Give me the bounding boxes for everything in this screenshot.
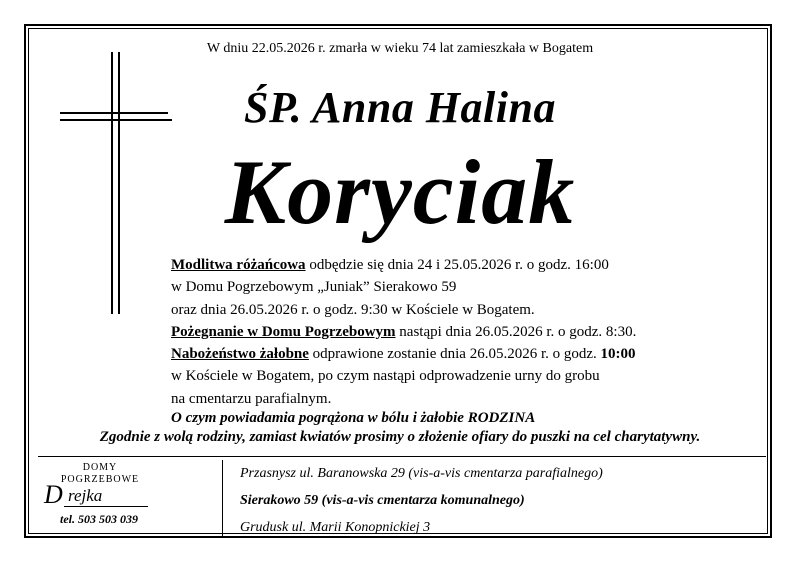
family-wish: Zgodnie z wolą rodziny, zamiast kwiatów prosimy o złożenie ofiary do puszki na cel charytatywny. (99, 429, 701, 445)
logo-signature-initial: D (44, 480, 63, 509)
logo-line2: POGRZEBOWE (60, 474, 140, 485)
mass-place: w Kościele w Bogatem, po czym nastąpi odprowadzenie urny do grobu (171, 368, 600, 385)
rosary-second: oraz dnia 26.05.2026 r. o godz. 9:30 w Kościele w Bogatem. (171, 301, 535, 318)
address-sierakowo: Sierakowo 59 (vis-a-vis cmentarza komunalnego) (240, 493, 525, 508)
address-grudusk: Grudusk ul. Marii Konopnickiej 3 (240, 520, 431, 535)
funeral-home-phone: tel. 503 503 039 (60, 512, 138, 526)
logo-underline (64, 506, 148, 507)
mass-text: odprawione zostanie dnia 26.05.2026 r. o godz. (308, 346, 601, 363)
mass-row (171, 343, 731, 365)
ceremony-details (171, 254, 731, 410)
rosary-row (171, 254, 731, 276)
rosary-place: w Domu Pogrzebowym „Juniak” Sierakowo 59 (171, 279, 457, 296)
address-przasnysz: Przasnysz ul. Baranowska 29 (vis-a-vis cmentarza parafialnego) (240, 466, 603, 481)
deceased-first-names: ŚP. Anna Halina (244, 83, 556, 132)
footer-vertical-divider (222, 460, 223, 536)
farewell-text: nastąpi dnia 26.05.2026 r. o godz. 8:30. (395, 323, 637, 340)
family-announcement: O czym powiadamia pogrążona w bólu i żałobie RODZINA (171, 410, 536, 426)
funeral-home-logo (40, 462, 160, 532)
footer-divider (38, 456, 766, 457)
logo-signature-rest: rejka (68, 486, 103, 505)
mass-time: 10:00 (600, 346, 636, 363)
farewell-row (171, 321, 731, 343)
mass-label: Nabożeństwo żałobne (171, 346, 309, 363)
rosary-text: odbędzie się dnia 24 i 25.05.2026 r. o godz. 16:00 (305, 257, 609, 273)
farewell-label: Pożegnanie w Domu Pogrzebowym (171, 323, 396, 340)
mass-burial: na cmentarzu parafialnym. (171, 390, 332, 407)
logo-line1: DOMY (82, 462, 118, 473)
rosary-label: Modlitwa różańcowa (171, 257, 306, 273)
deceased-surname: Koryciak (224, 141, 576, 243)
death-notice-intro: W dniu 22.05.2026 r. zmarła w wieku 74 lat zamieszkała w Bogatem (206, 41, 594, 56)
